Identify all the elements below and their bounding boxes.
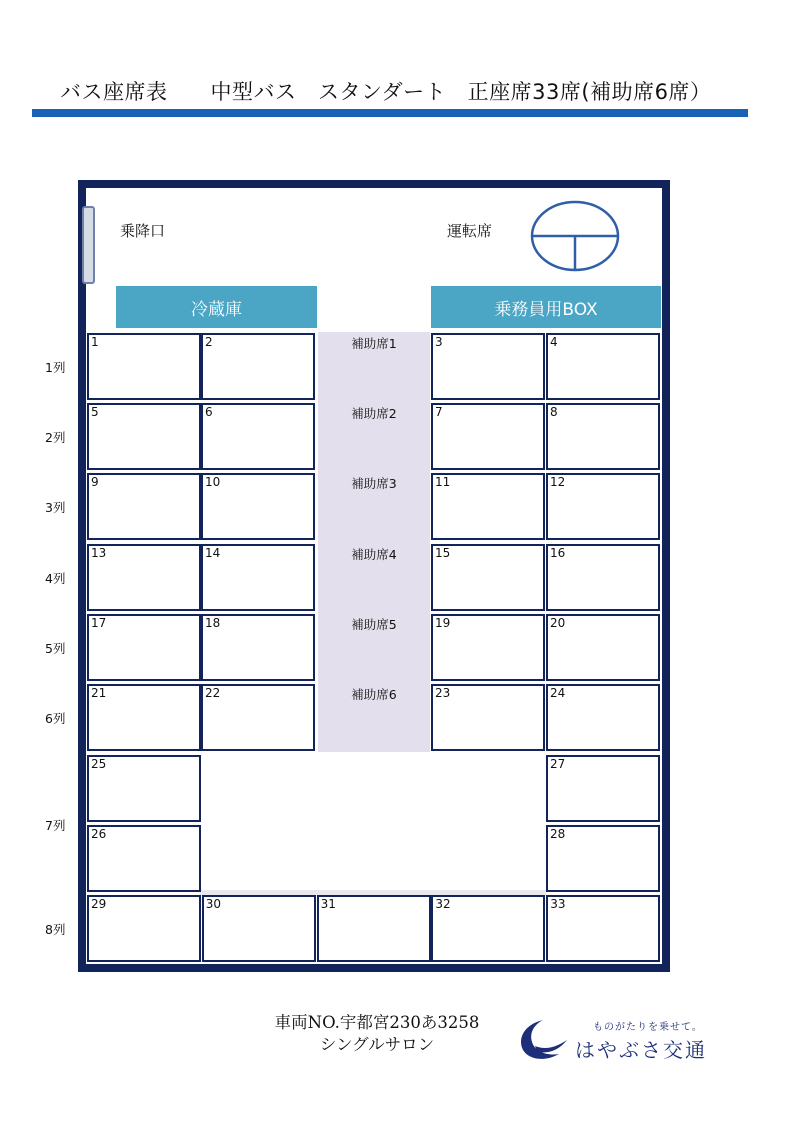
aux-seat-label: 補助席2: [351, 406, 397, 422]
aux-seat-label: 補助席5: [351, 616, 397, 632]
seat-number: 26: [91, 827, 107, 841]
seat-4[interactable]: [546, 333, 660, 400]
refrigerator-block: [116, 286, 317, 328]
seat-number: 32: [435, 897, 451, 911]
seat-25[interactable]: [87, 755, 201, 822]
interior-type: シングルサロン: [319, 1035, 435, 1054]
seat-23[interactable]: [431, 684, 545, 751]
seat-18[interactable]: [201, 614, 315, 681]
seat-number: 4: [550, 335, 558, 349]
seat-number: 1: [91, 335, 99, 349]
seat-number: 25: [91, 757, 107, 771]
seat-number: 29: [91, 897, 107, 911]
seat-21[interactable]: [87, 684, 201, 751]
seat-7[interactable]: [431, 403, 545, 470]
seat-number: 5: [91, 405, 99, 420]
row-label: 5列: [45, 640, 66, 656]
seat-10[interactable]: [201, 473, 315, 540]
row-label: 6列: [45, 711, 66, 726]
door-label: 乗降口: [120, 222, 166, 240]
seat-32[interactable]: [431, 895, 545, 962]
seat-27[interactable]: [546, 755, 660, 822]
aux-seat-label: 補助席6: [351, 687, 397, 702]
seat-number: 8: [550, 405, 558, 420]
seat-number: 7: [435, 405, 443, 420]
seat-11[interactable]: [431, 473, 545, 540]
seat-12[interactable]: [546, 473, 660, 540]
seat-number: 2: [205, 335, 213, 349]
crew-box-label: 乗務員用BOX: [494, 299, 598, 320]
seat-number: 9: [91, 475, 99, 490]
seat-number: 18: [205, 615, 221, 630]
seat-number: 11: [435, 475, 451, 490]
aux-seat-label: 補助席4: [351, 546, 397, 562]
title-underline: [32, 109, 748, 117]
row-label: 1列: [45, 360, 66, 375]
seat-number: 33: [550, 897, 566, 911]
seat-9[interactable]: [87, 473, 201, 540]
company-name: はやぶさ交通: [575, 1038, 707, 1062]
seat-22[interactable]: [201, 684, 315, 751]
seat-number: 13: [91, 545, 107, 560]
seat-33[interactable]: [546, 895, 660, 962]
seat-15[interactable]: [431, 544, 545, 611]
seat-number: 31: [320, 897, 336, 911]
seat-number: 3: [435, 335, 443, 349]
seat-number: 24: [550, 686, 566, 700]
seat-number: 27: [550, 757, 566, 771]
seat-number: 17: [91, 615, 107, 630]
crew-box-block: [431, 286, 661, 328]
row-label: 4列: [45, 570, 66, 586]
row-label: 7列: [45, 818, 66, 833]
seat-26[interactable]: [87, 825, 201, 892]
seat-24[interactable]: [546, 684, 660, 751]
seat-28[interactable]: [546, 825, 660, 892]
seat-16[interactable]: [546, 544, 660, 611]
steering-wheel-icon: [530, 200, 620, 272]
door-icon: [82, 206, 95, 284]
refrigerator-label: 冷蔵庫: [191, 299, 242, 320]
seat-17[interactable]: [87, 614, 201, 681]
seat-number: 14: [205, 545, 221, 560]
seat-number: 12: [550, 475, 566, 490]
seat-29[interactable]: [87, 895, 201, 962]
seat-1[interactable]: [87, 333, 201, 400]
row-label: 2列: [45, 430, 66, 446]
seat-3[interactable]: [431, 333, 545, 400]
company-tagline: ものがたりを乗せて。: [593, 1022, 703, 1033]
seat-number: 30: [205, 897, 222, 911]
seat-number: 15: [435, 545, 451, 560]
vehicle-number: 車両NO.宇都宮230あ3258: [274, 1013, 480, 1032]
seat-14[interactable]: [201, 544, 315, 611]
aux-seat-label: 補助席1: [351, 336, 397, 351]
seat-20[interactable]: [546, 614, 660, 681]
seat-number: 28: [550, 827, 566, 841]
row-label: 8列: [45, 922, 66, 937]
driver-seat-label: 運転席: [447, 222, 493, 240]
seat-6[interactable]: [201, 403, 315, 470]
seat-number: 6: [205, 405, 213, 420]
seat-2[interactable]: [201, 333, 315, 400]
seat-8[interactable]: [546, 403, 660, 470]
seat-number: 22: [205, 686, 221, 700]
seat-number: 20: [550, 615, 566, 630]
page-title: バス座席表 中型バス スタンダート 正座席33席(補助席6席）: [60, 80, 712, 104]
seat-30[interactable]: [202, 895, 316, 962]
seat-number: 19: [435, 615, 451, 630]
seat-13[interactable]: [87, 544, 201, 611]
seat-19[interactable]: [431, 614, 545, 681]
seat-number: 16: [550, 545, 566, 560]
seat-number: 10: [205, 475, 221, 490]
seat-31[interactable]: [317, 895, 431, 962]
seat-number: 21: [91, 686, 107, 700]
aux-seat-label: 補助席3: [351, 476, 397, 492]
seat-5[interactable]: [87, 403, 201, 470]
seat-number: 23: [435, 686, 451, 700]
row-label: 3列: [45, 500, 66, 516]
vehicle-info: [252, 1012, 502, 1056]
